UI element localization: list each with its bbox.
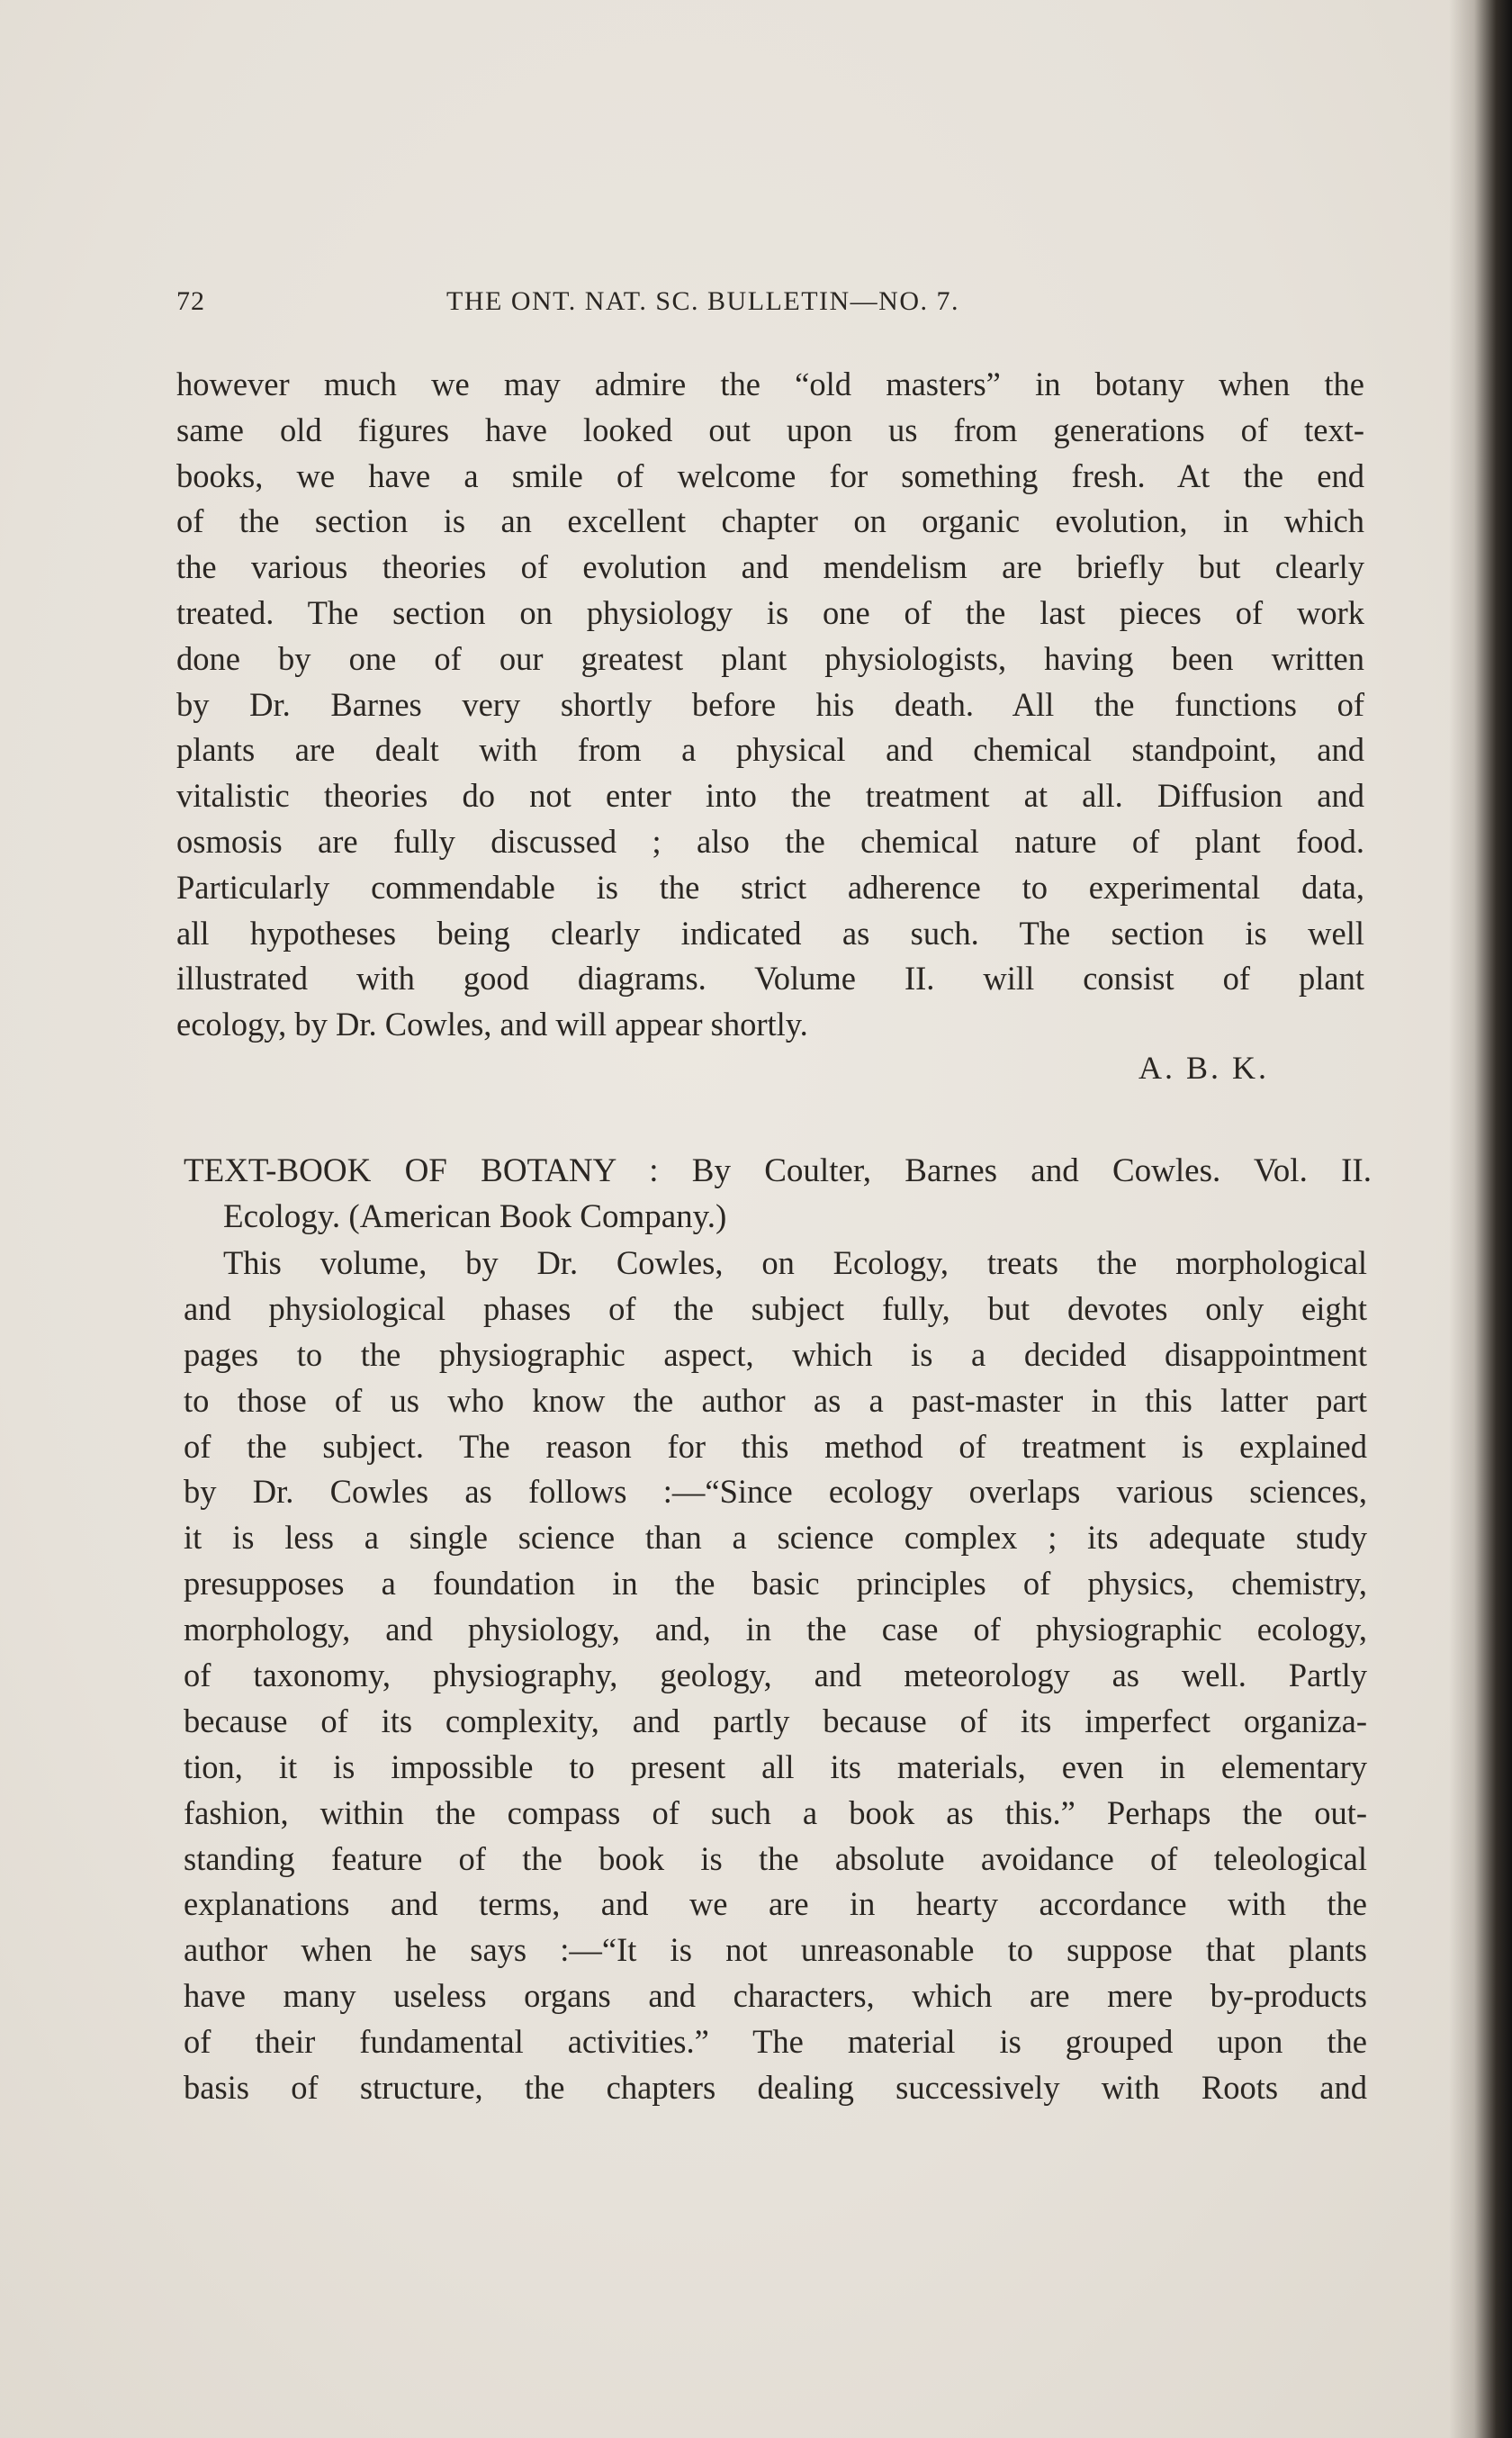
text-line: of the section is an excellent chapter on organic evolution, in which <box>176 502 1364 540</box>
text-line: basis of structure, the chapters dealing successively with Roots and <box>184 2069 1367 2107</box>
text-line: however much we may admire the “old masters” in botany when the <box>176 366 1364 402</box>
text-line: osmosis are fully discussed ; also the chemical nature of plant food. <box>176 822 1364 860</box>
text-line: standing feature of the book is the absolute avoidance of teleological <box>184 1839 1367 1877</box>
text-line: treated. The section on physiology is one of the last pieces of work <box>176 593 1364 631</box>
text-line: This volume, by Dr. Cowles, on Ecology, treats the morphological <box>223 1244 1367 1281</box>
text-line: ecology, by Dr. Cowles, and will appear shortly. <box>176 1006 808 1043</box>
text-line: to those of us who know the author as a past-master in this latter part <box>184 1381 1367 1419</box>
text-line: author when he says :—“It is not unreasonable to suppose that plants <box>184 1931 1367 1969</box>
text-line: all hypotheses being clearly indicated as such. The section is well <box>176 914 1364 952</box>
text-line: of the subject. The reason for this method of treatment is explained <box>184 1427 1367 1465</box>
review-title-line: Ecology. (American Book Company.) <box>223 1198 727 1235</box>
text-line: fashion, within the compass of such a book as this.” Perhaps the out- <box>184 1793 1367 1831</box>
reviewer-signature: A. B. K. <box>1138 1050 1270 1086</box>
text-line: morphology, and physiology, and, in the case of physiographic ecology, <box>184 1611 1367 1648</box>
text-line: because of its complexity, and partly because of its imperfect organiza- <box>184 1702 1367 1739</box>
running-head: THE ONT. NAT. SC. BULLETIN—NO. 7. <box>446 286 960 316</box>
page-number: 72 <box>176 286 205 316</box>
review-heading <box>184 1148 1372 1240</box>
text-line: books, we have a smile of welcome for something fresh. At the end <box>176 456 1364 494</box>
book-spine-shadow <box>1449 0 1512 2438</box>
text-line: pages to the physiographic aspect, which is a decided disappointment <box>184 1335 1367 1373</box>
text-line: of taxonomy, physiography, geology, and meteorology as well. Partly <box>184 1657 1367 1694</box>
text-line: Particularly commendable is the strict adherence to experimental data, <box>176 868 1364 906</box>
review-title-line: TEXT-BOOK OF BOTANY : By Coulter, Barnes and Cowles. Vol. II. <box>184 1152 1372 1189</box>
continued-review-text <box>176 362 1364 1048</box>
text-line: of their fundamental activities.” The material is grouped upon the <box>184 2023 1367 2061</box>
text-line: vitalistic theories do not enter into the treatment at all. Diffusion and <box>176 777 1364 815</box>
text-line: and physiological phases of the subject fully, but devotes only eight <box>184 1289 1367 1327</box>
text-line: done by one of our greatest plant physiologists, having been written <box>176 639 1364 677</box>
text-line: by Dr. Cowles as follows :—“Since ecology overlaps various sciences, <box>184 1473 1367 1511</box>
text-line: presupposes a foundation in the basic principles of physics, chemistry, <box>184 1565 1367 1603</box>
review-body <box>184 1241 1367 2111</box>
text-line: by Dr. Barnes very shortly before his death. All the functions of <box>176 685 1364 723</box>
text-line: same old figures have looked out upon us from generations of text- <box>176 411 1364 448</box>
text-line: explanations and terms, and we are in hearty accordance with the <box>184 1885 1367 1923</box>
text-line: have many useless organs and characters, which are mere by-products <box>184 1977 1367 2015</box>
text-line: tion, it is impossible to present all its materials, even in elementary <box>184 1747 1367 1785</box>
text-line: plants are dealt with from a physical and chemical standpoint, and <box>176 731 1364 769</box>
text-line: the various theories of evolution and mendelism are briefly but clearly <box>176 548 1364 586</box>
text-line: illustrated with good diagrams. Volume II. will consist of plant <box>176 960 1364 998</box>
page-header <box>176 286 1085 331</box>
text-line: it is less a single science than a science complex ; its adequate study <box>184 1519 1367 1557</box>
